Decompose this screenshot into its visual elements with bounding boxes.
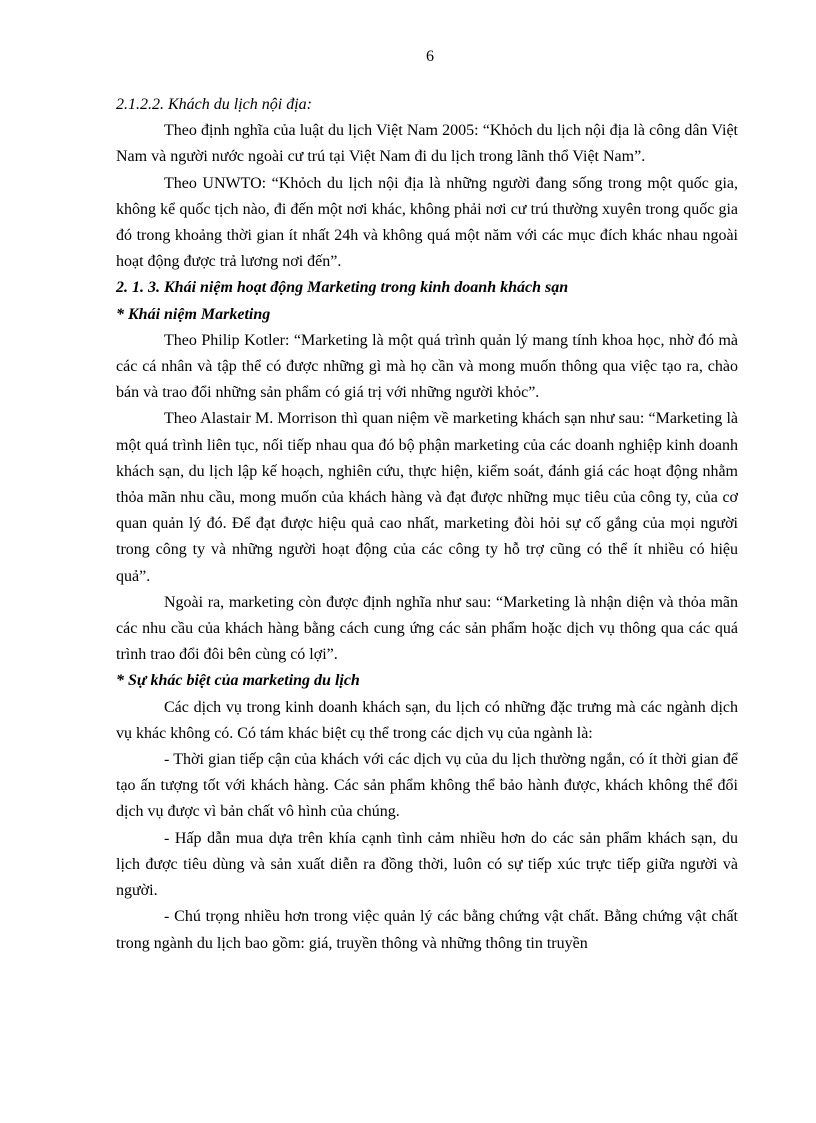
section-heading-domestic-tourists: 2.1.2.2. Khách du lịch nội địa:: [116, 96, 312, 113]
list-item-physical-evidence: - Chú trọng nhiều hơn trong việc quản lý các bằng chứng vật chất. Bằng chứng vật chất trong ngành du lịch bao gồm: giá, truyền thông và những thông tin truyền: [116, 908, 738, 952]
paragraph-morrison-definition: Theo Alastair M. Morrison thì quan niệm về marketing khách sạn như sau: “Marketing là một quá trình liên tục, nối tiếp nhau qua đó bộ phận marketing của các doanh nghiệp kinh doanh khách sạn, du lịch lập kế hoạch, nghiên cứu, thực hiện, kiểm soát, đánh giá các hoạt động nhằm thỏa mãn nhu cầu, mong muốn của khách hàng và đạt được những mục tiêu của công ty, của cơ quan quản lý đó. Để đạt được hiệu quả cao nhất, marketing đòi hỏi sự cố gắng của mọi người trong công ty và những người hoạt động của các công ty hỗ trợ cũng có thể ít nhiều có hiệu quả”.: [116, 410, 738, 585]
section-heading-marketing-hotel: 2. 1. 3. Khái niệm hoạt động Marketing trong kinh doanh khách sạn: [116, 279, 569, 297]
subheading-tourism-marketing-differences: * Sự khác biệt của marketing du lịch: [116, 672, 360, 690]
list-item-short-access-time: - Thời gian tiếp cận của khách với các dịch vụ của du lịch thường ngắn, có ít thời gian để tạo ấn tượng tốt với khách hàng. Các sản phẩm không thể bảo hành được, khách không thể đổi dịch vụ được vì bản chất vô hình của chúng.: [116, 751, 738, 821]
paragraph-unwto-definition: Theo UNWTO: “Khỏch du lịch nội địa là những người đang sống trong một quốc gia, không kể quốc tịch nào, đi đến một nơi khác, không phải nơi cư trú thường xuyên trong quốc gia đó trong khoảng thời gian ít nhất 24h và không quá một năm với các mục đích khác nhau ngoài hoạt động được trả lương nơi đến”.: [116, 174, 738, 271]
list-item-emotional-appeal: - Hấp dẫn mua dựa trên khía cạnh tình cảm nhiều hơn do các sản phẩm khách sạn, du lịch được tiêu dùng và sản xuất diễn ra đồng thời, luôn có sự tiếp xúc trực tiếp giữa người và người.: [116, 829, 738, 900]
paragraph-differences-intro: Các dịch vụ trong kinh doanh khách sạn, du lịch có những đặc trưng mà các ngành dịch vụ khác không có. Có tám khác biệt cụ thể trong các dịch vụ của ngành là:: [116, 698, 738, 742]
paragraph-kotler-definition: Theo Philip Kotler: “Marketing là một quá trình quản lý mang tính khoa học, nhờ đó mà các cá nhân và tập thể có được những gì mà họ cần và mong muốn thông qua việc tạo ra, chào bán và trao đổi những sản phẩm có giá trị với những người khỏc”.: [116, 331, 738, 402]
paragraph-vietnam-law-definition: Theo định nghĩa của luật du lịch Việt Nam 2005: “Khỏch du lịch nội địa là công dân Việt Nam và người nước ngoài cư trú tại Việt Nam đi du lịch trong lãnh thổ Việt Nam”.: [116, 122, 738, 166]
paragraph-other-definition: Ngoài ra, marketing còn được định nghĩa như sau: “Marketing là nhận diện và thỏa mãn các nhu cầu của khách hàng bằng cách cung ứng các sản phẩm hoặc dịch vụ thông qua các quá trình trao đổi đôi bên cùng có lợi”.: [116, 593, 738, 664]
page-number: 6: [426, 48, 434, 65]
subheading-marketing-concept: * Khái niệm Marketing: [116, 305, 271, 323]
document-body: [116, 92, 738, 957]
